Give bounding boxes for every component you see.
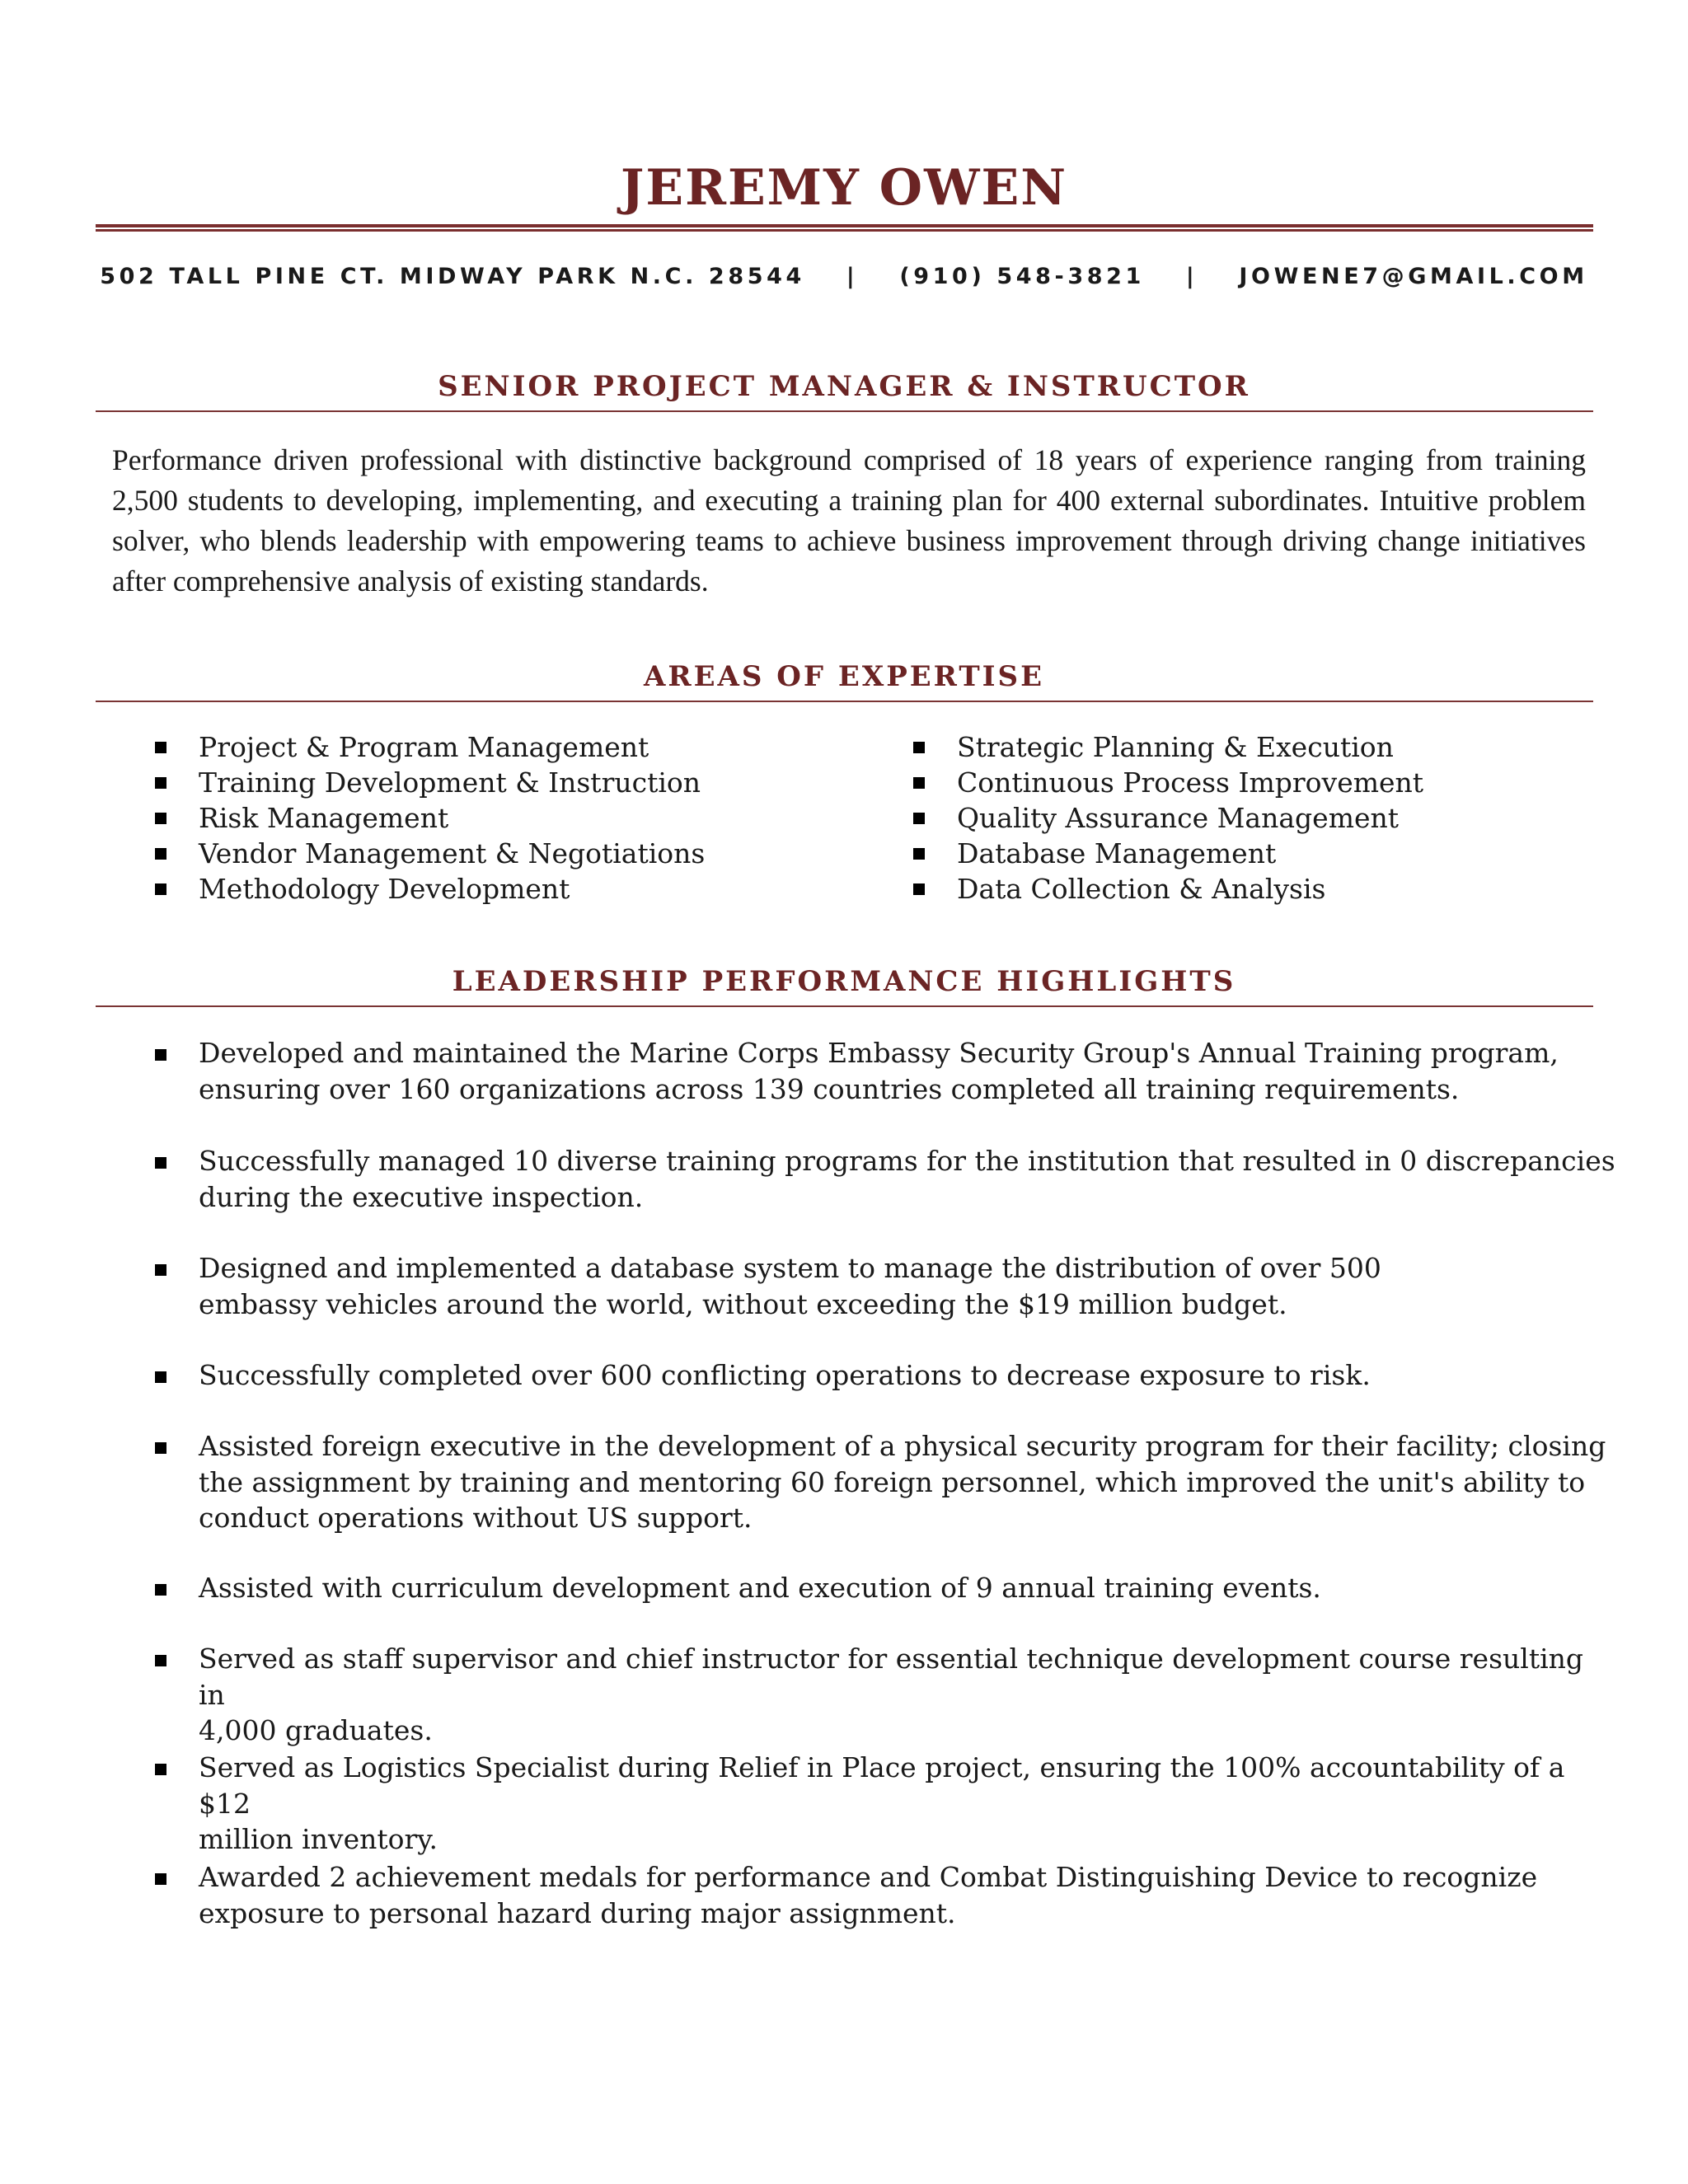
square-bullet-icon xyxy=(155,813,166,824)
square-bullet-icon xyxy=(913,848,925,860)
summary-rule xyxy=(96,410,1593,412)
square-bullet-icon xyxy=(155,1264,166,1276)
square-bullet-icon xyxy=(913,883,925,895)
list-item: Data Collection & Analysis xyxy=(913,871,1423,907)
square-bullet-icon xyxy=(913,742,925,753)
summary-heading: SENIOR PROJECT MANAGER & INSTRUCTOR xyxy=(438,370,1250,403)
square-bullet-icon xyxy=(155,883,166,895)
list-item: Database Management xyxy=(913,836,1423,871)
expertise-list-left xyxy=(155,729,705,907)
list-item: Training Development & Instruction xyxy=(155,765,705,800)
contact-separator: | xyxy=(1185,264,1198,289)
square-bullet-icon xyxy=(155,1655,166,1666)
square-bullet-icon xyxy=(155,777,166,789)
list-item: Project & Program Management xyxy=(155,729,705,765)
list-item: Quality Assurance Management xyxy=(913,800,1423,836)
square-bullet-icon xyxy=(155,1371,166,1383)
expertise-list-right xyxy=(913,729,1423,907)
square-bullet-icon xyxy=(155,742,166,753)
expertise-rule xyxy=(96,701,1593,702)
square-bullet-icon xyxy=(155,1873,166,1885)
square-bullet-icon xyxy=(155,848,166,860)
expertise-heading: AREAS OF EXPERTISE xyxy=(643,660,1045,693)
contact-line xyxy=(0,260,1688,293)
professional-summary: Performance driven professional with distinctive background comprised of 18 years of experience ranging from training 2,500 students to developing, implementing, and executing a training plan for 400 external subordinates. Intuitive problem solver, who blends leadership with empowering teams to achieve business improvement through driving change initiatives after comprehensive analysis of existing standards. xyxy=(112,443,1586,598)
phone: (910) 548-3821 xyxy=(899,264,1145,289)
resume-page: JEREMY OWEN 502 TALL PINE CT. MIDWAY PARK N.C. 28544 | (910) 548-3821 | JOWENE7@GMAIL.COM SENIOR PROJECT MANAGER & INSTRUCTOR Performance driven professional with distinctive background comprised of 18 years of experience ranging from training 2,500 students to developing, implementing, and executing a training plan for 400 external subordinates. Intuitive problem solver, who blends leadership with empowering teams to achieve business improvement through driving change initiatives after comprehensive analysis of existing standards. AREAS OF EXPERTISE Project & Program Management Training Development & Instruction Risk Management Vendor Management & Negotiations Methodology Development Strategic Planning & Execution Continuous Process Improvement Quality Assurance Management Database Management Data Collection & Analysis LEADERSHIP PERFORMANCE HIGHLIGHTS Developed and maintained the Marine Corps Embassy Security Group's Annual Training program, ensuring over 160 organizations across 139 countries completed all training requirements. Successfully managed 10 diverse training programs for the institution that resulted in 0 discrepancies during the executive inspection. Designed and implemented a database system to manage the distribution of over 500 embassy vehicles around the world, without exceeding the $19 million budget. Successfully completed over 600 conflicting operations to decrease exposure to risk. Assisted foreign executive in the development of a physical security program for their facility; closing the assignment by training and mentoring 60 foreign personnel, which improved the unit's ability to conduct operations without US support. Assisted with curriculum development and execution of 9 annual training events. Served as staff supervisor and chief instructor for essential technique development course resulting in 4,000 graduates. Served as Logistics Specialist during Relief in Place project, ensuring the 100% accountability of a $12 million inventory. Awarded 2 achievement medals for performance and Combat Distinguishing Device to recognize exposure to personal hazard during major assignment. xyxy=(0,0,1688,2184)
list-item: Risk Management xyxy=(155,800,705,836)
list-item: Methodology Development xyxy=(155,871,705,907)
square-bullet-icon xyxy=(155,1764,166,1775)
square-bullet-icon xyxy=(155,1049,166,1061)
candidate-name: JEREMY OWEN xyxy=(620,159,1068,217)
square-bullet-icon xyxy=(155,1157,166,1169)
contact-separator: | xyxy=(846,264,859,289)
list-item: Vendor Management & Negotiations xyxy=(155,836,705,871)
address: 502 TALL PINE CT. MIDWAY PARK N.C. 28544 xyxy=(100,264,805,289)
square-bullet-icon xyxy=(155,1584,166,1596)
square-bullet-icon xyxy=(155,1442,166,1454)
email: JOWENE7@GMAIL.COM xyxy=(1239,264,1588,289)
highlights-heading: LEADERSHIP PERFORMANCE HIGHLIGHTS xyxy=(452,965,1236,998)
square-bullet-icon xyxy=(913,777,925,789)
name-double-rule xyxy=(96,224,1593,232)
list-item: Strategic Planning & Execution xyxy=(913,729,1423,765)
list-item: Continuous Process Improvement xyxy=(913,765,1423,800)
square-bullet-icon xyxy=(913,813,925,824)
highlights-rule xyxy=(96,1005,1593,1007)
